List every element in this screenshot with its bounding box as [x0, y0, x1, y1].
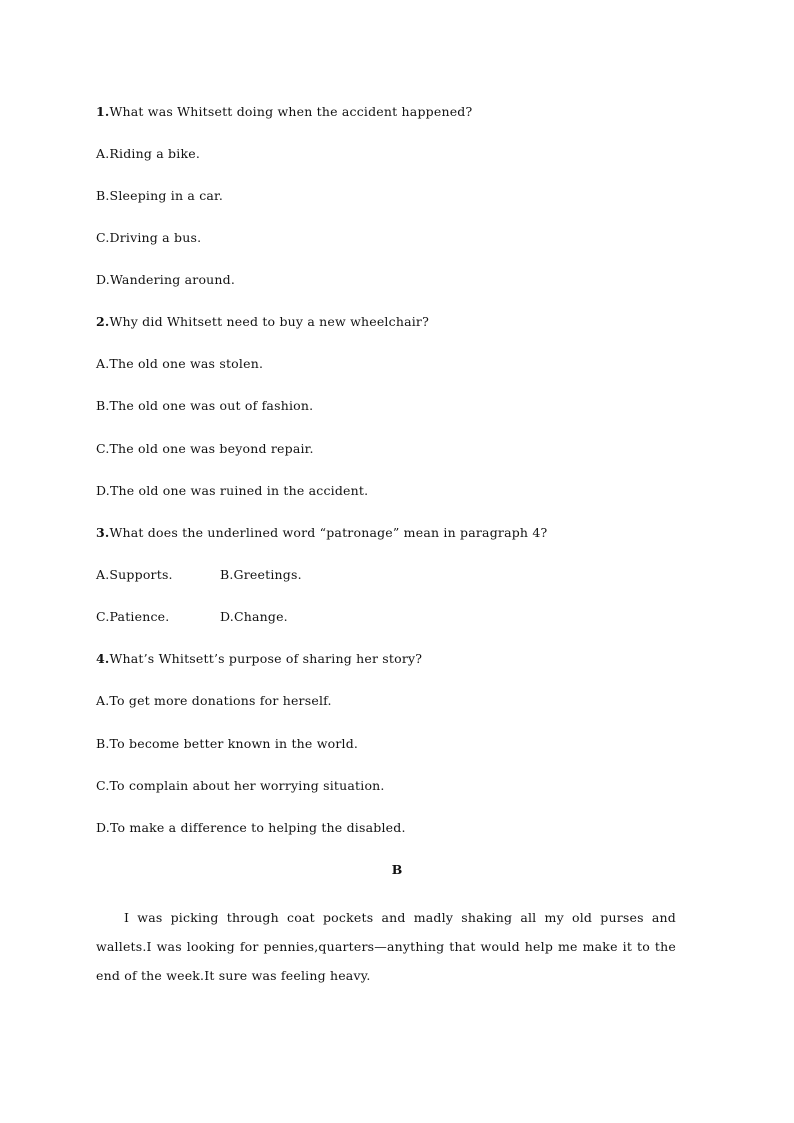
question-number: 4. — [96, 651, 110, 666]
question-4 — [96, 651, 422, 667]
option-4d[interactable]: D.To make a difference to helping the disabled. — [96, 820, 406, 835]
question-number: 1. — [96, 104, 110, 119]
passage-paragraph: I was picking through coat pockets and madly shaking all my old purses and wallets.I was looking for pennies,quarters—anything that would help me make it to the end of the week.It sure was feeling heavy. — [96, 910, 676, 983]
question-text: What was Whitsett doing when the accident happened? — [109, 104, 473, 119]
option-1c[interactable]: C.Driving a bus. — [96, 230, 202, 245]
question-text: What’s Whitsett’s purpose of sharing her story? — [109, 651, 423, 666]
option-3d[interactable]: D.Change. — [220, 609, 288, 624]
section-title: B — [391, 862, 403, 877]
option-2c[interactable]: C.The old one was beyond repair. — [96, 441, 314, 456]
question-2 — [96, 314, 429, 330]
option-1b[interactable]: B.Sleeping in a car. — [96, 188, 224, 203]
option-3c[interactable]: C.Patience. — [96, 609, 170, 624]
question-text: Why did Whitsett need to buy a new wheelchair? — [109, 314, 430, 329]
option-2d[interactable]: D.The old one was ruined in the accident. — [96, 483, 369, 498]
option-3b[interactable]: B.Greetings. — [220, 567, 302, 582]
option-1d[interactable]: D.Wandering around. — [96, 272, 236, 287]
question-number: 3. — [96, 525, 110, 540]
option-2b[interactable]: B.The old one was out of fashion. — [96, 398, 314, 413]
option-2a[interactable]: A.The old one was stolen. — [96, 356, 264, 371]
option-4a[interactable]: A.To get more donations for herself. — [96, 693, 332, 708]
question-text: What does the underlined word “patronage” mean in paragraph 4? — [109, 525, 548, 540]
option-row-3cd — [96, 609, 396, 625]
option-3a[interactable]: A.Supports. — [96, 567, 173, 582]
option-row-3ab — [96, 567, 396, 583]
question-3 — [96, 525, 547, 541]
question-number: 2. — [96, 314, 110, 329]
question-1 — [96, 104, 472, 120]
option-4c[interactable]: C.To complain about her worrying situation. — [96, 778, 385, 793]
option-1a[interactable]: A.Riding a bike. — [96, 146, 201, 161]
option-4b[interactable]: B.To become better known in the world. — [96, 736, 359, 751]
